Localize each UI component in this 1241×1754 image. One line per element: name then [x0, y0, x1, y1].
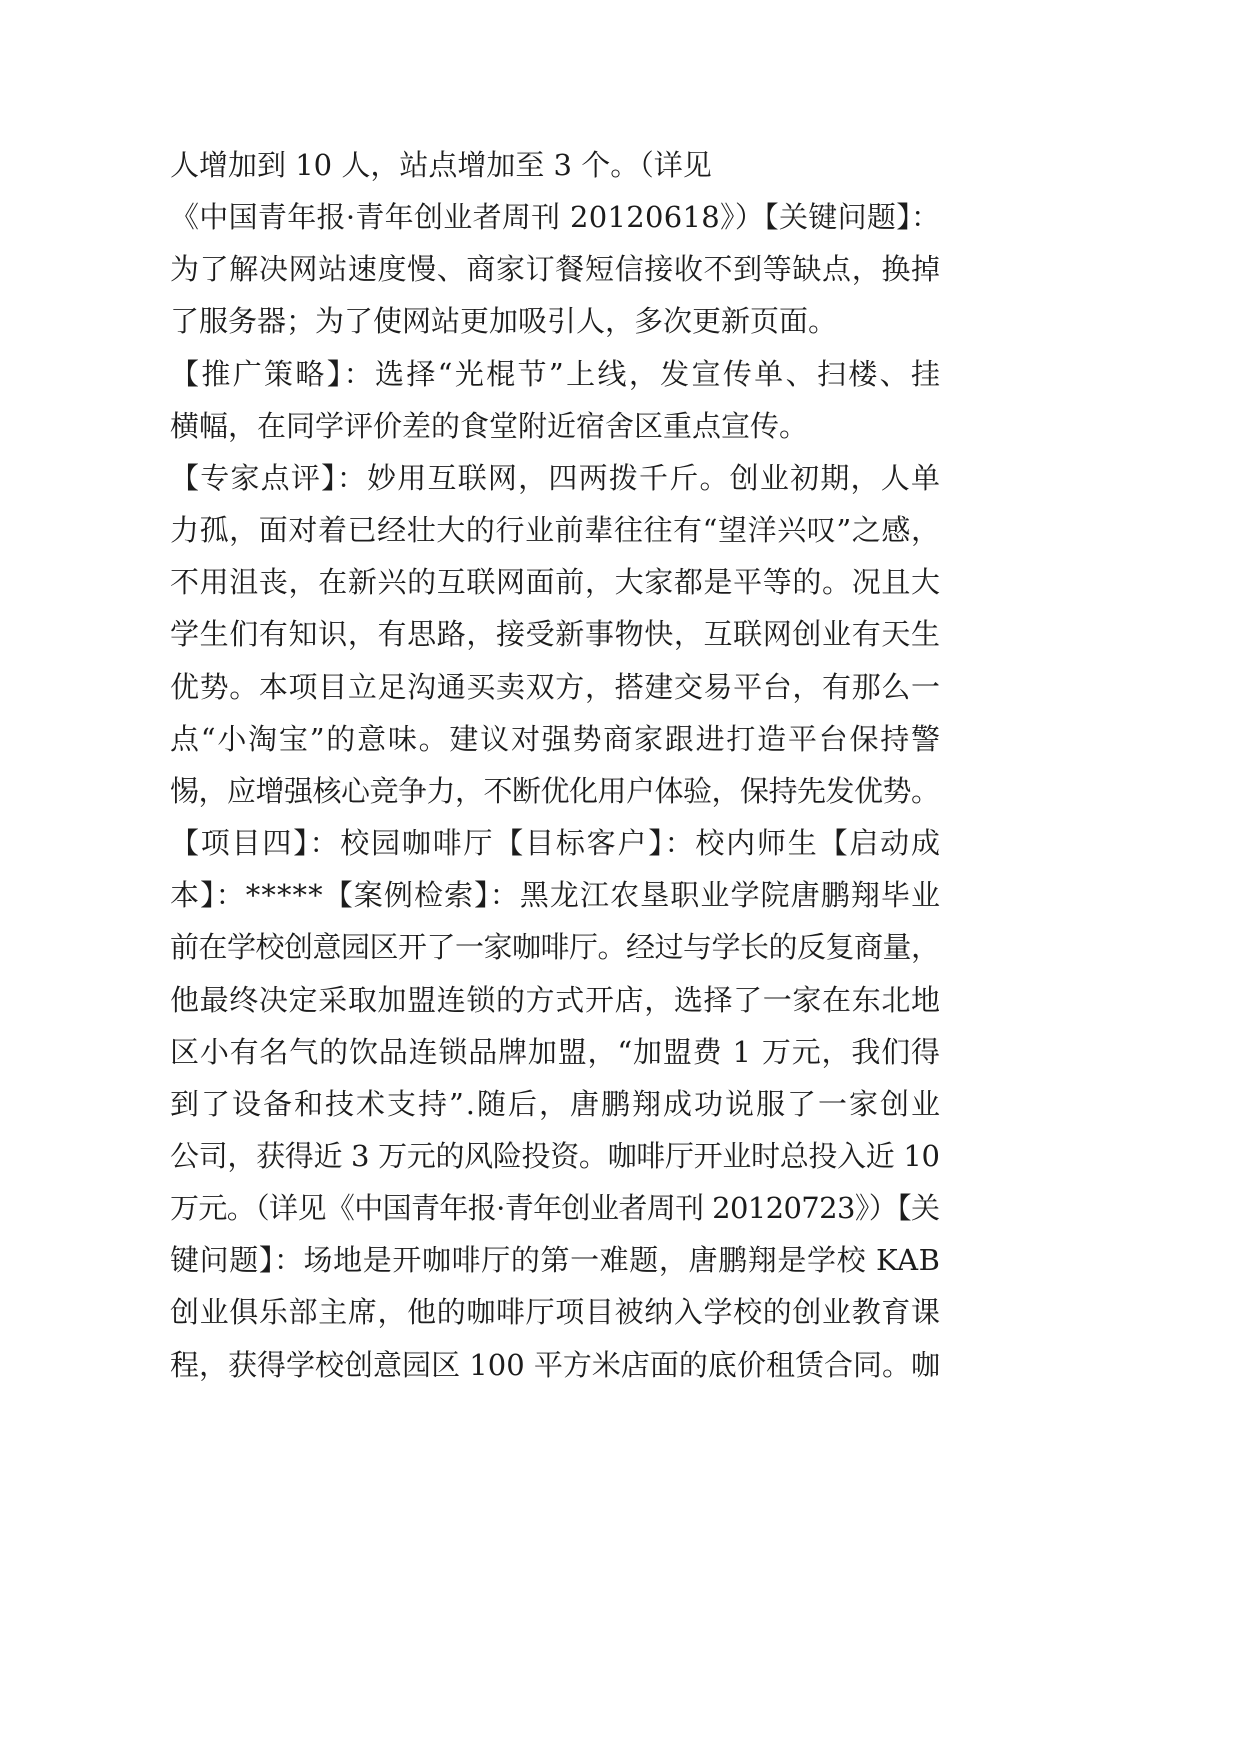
text-line: 【项目四】：校园咖啡厅【目标客户】：校内师生【启动成 — [170, 826, 942, 861]
text-line: 前在学校创意园区开了一家咖啡厅。经过与学长的反复商量， — [170, 930, 940, 965]
text-line: 了服务器；为了使网站更加吸引人，多次更新页面。 — [170, 304, 838, 339]
text-line: 程，获得学校创意园区 100 平方米店面的底价租赁合同。咖 — [170, 1347, 940, 1382]
text-line: 力孤，面对着已经壮大的行业前辈往往有“望洋兴叹”之感， — [170, 513, 941, 548]
text-line: 区小有名气的饮品连锁品牌加盟，“加盟费 1 万元，我们得 — [170, 1034, 941, 1069]
text-line: 为了解决网站速度慢、商家订餐短信接收不到等缺点，换掉 — [170, 252, 941, 287]
text-line: 到了设备和技术支持”.随后，唐鹏翔成功说服了一家创业 — [170, 1086, 942, 1121]
text-line: 公司，获得近 3 万元的风险投资。咖啡厅开业时总投入近 10 — [170, 1138, 940, 1173]
body-text — [170, 139, 943, 1391]
text-line: 他最终决定采取加盟连锁的方式开店，选择了一家在东北地 — [170, 982, 941, 1017]
text-line: 《中国青年报·青年创业者周刊 20120618》）【关键问题】： — [170, 200, 941, 235]
text-line: 惕，应增强核心竞争力，不断优化用户体验，保持先发优势。 — [170, 773, 940, 808]
text-line: 人增加到 10 人，站点增加至 3 个。（详见 — [170, 148, 712, 182]
text-line: 优势。本项目立足沟通买卖双方，搭建交易平台，有那么一 — [170, 669, 941, 704]
text-line: 横幅，在同学评价差的食堂附近宿舍区重点宣传。 — [170, 408, 809, 443]
text-line: 【专家点评】：妙用互联网，四两拨千斤。创业初期，人单 — [170, 460, 942, 495]
text-line: 万元。（详见《中国青年报·青年创业者周刊 20120723》）【关 — [170, 1191, 940, 1226]
text-line: 创业俱乐部主席，他的咖啡厅项目被纳入学校的创业教育课 — [170, 1295, 941, 1330]
text-line: 学生们有知识，有思路，接受新事物快，互联网创业有天生 — [170, 617, 941, 652]
text-line: 不用沮丧，在新兴的互联网面前，大家都是平等的。况且大 — [170, 565, 941, 600]
text-line: 【推广策略】：选择“光棍节”上线，发宣传单、扫楼、挂 — [170, 356, 943, 391]
text-line: 键问题】：场地是开咖啡厅的第一难题，唐鹏翔是学校 KAB — [170, 1243, 941, 1278]
text-line: 本】：*****【案例检索】：黑龙江农垦职业学院唐鹏翔毕业 — [170, 878, 942, 913]
text-line: 点“小淘宝”的意味。建议对强势商家跟进打造平台保持警 — [170, 721, 942, 756]
